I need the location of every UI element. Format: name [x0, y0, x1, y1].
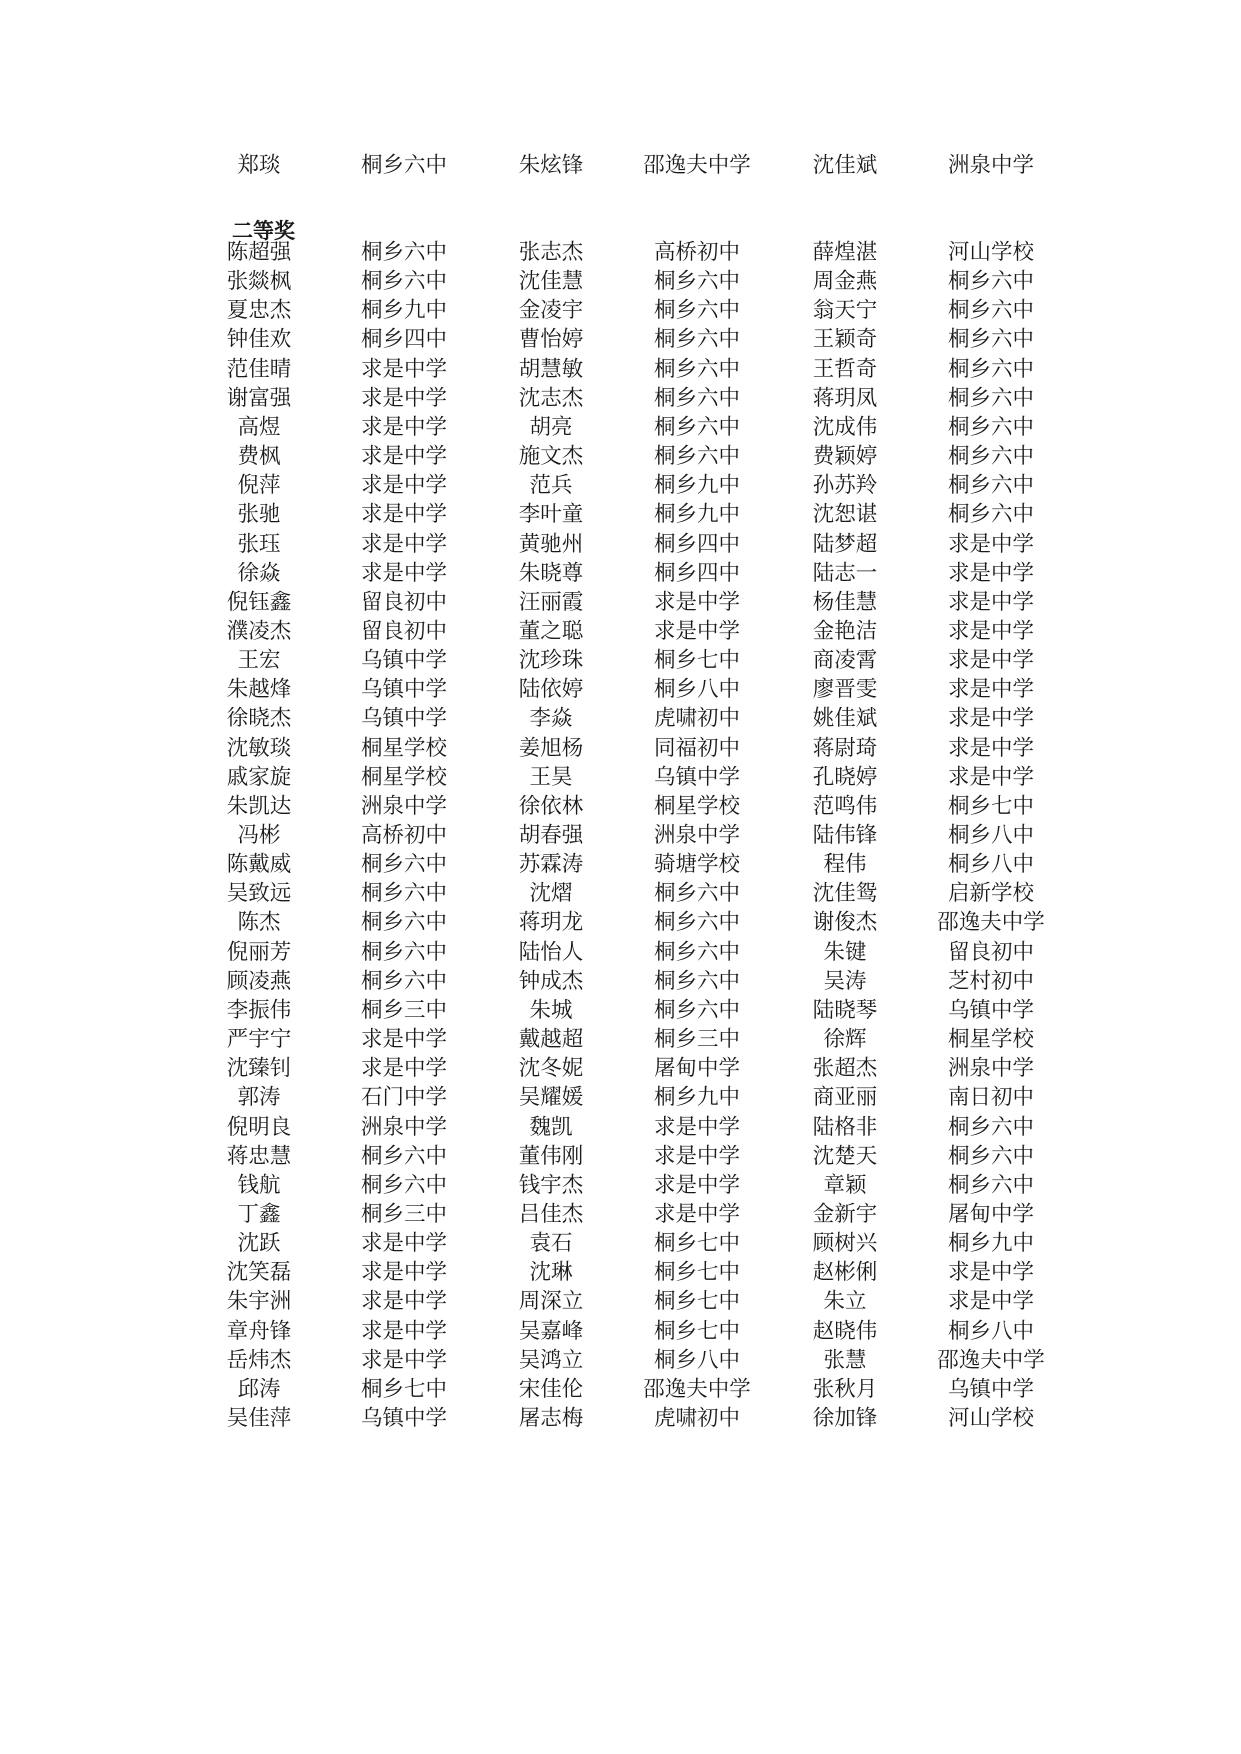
school-name: 桐乡六中: [947, 444, 1034, 470]
school-name: 求是中学: [947, 1289, 1034, 1315]
school-name: 求是中学: [947, 764, 1034, 790]
student-name: 金凌宇: [518, 298, 584, 324]
student-name: 吕佳杰: [518, 1201, 584, 1227]
student-name: 陆志一: [812, 560, 878, 586]
student-name: 倪明良: [226, 1114, 292, 1140]
student-name: 范佳晴: [226, 356, 292, 382]
school-name: 桐乡七中: [360, 1376, 447, 1402]
school-name: 桐乡六中: [360, 1172, 447, 1198]
school-name: 桐乡六中: [947, 356, 1034, 382]
student-name: 陆梦超: [812, 531, 878, 557]
school-name: 骑塘学校: [653, 852, 740, 878]
school-name: 桐星学校: [653, 793, 740, 819]
student-name: 朱凯达: [226, 793, 292, 819]
student-name: 邱涛: [237, 1376, 281, 1402]
table-row: [0, 1374, 1241, 1406]
school-name: 桐乡七中: [947, 793, 1034, 819]
student-name: 陆怡人: [518, 939, 584, 965]
table-row: [0, 295, 1241, 327]
school-name: 桐乡七中: [653, 1231, 740, 1257]
school-name: 虎啸初中: [653, 1406, 740, 1431]
school-name: 启新学校: [947, 881, 1034, 907]
school-name: 桐乡七中: [653, 1289, 740, 1315]
school-name: 南日初中: [947, 1085, 1034, 1111]
school-name: 洲泉中学: [360, 1114, 447, 1140]
table-row: [0, 849, 1241, 881]
school-name: 留良初中: [360, 618, 447, 644]
school-name: 桐乡六中: [653, 298, 740, 324]
school-name: 屠甸中学: [653, 1056, 740, 1082]
student-name: 倪萍: [237, 473, 281, 499]
student-name: 吴鸿立: [518, 1347, 584, 1373]
table-row: [0, 499, 1241, 531]
student-name: 陈戴威: [226, 852, 292, 878]
school-name: 求是中学: [947, 618, 1034, 644]
school-name: 桐乡九中: [653, 502, 740, 528]
school-name: 桐乡八中: [653, 677, 740, 703]
table-row: [0, 1024, 1241, 1056]
table-row: [0, 237, 1241, 269]
school-name: 同福初中: [653, 735, 740, 761]
table-row: [0, 674, 1241, 706]
school-name: 留良初中: [947, 939, 1034, 965]
school-name: 桐乡四中: [653, 531, 740, 557]
school-name: 桐乡六中: [360, 269, 447, 295]
student-name: 谢俊杰: [812, 910, 878, 936]
school-name: 求是中学: [360, 560, 447, 586]
school-name: 桐乡六中: [653, 968, 740, 994]
table-row: [0, 966, 1241, 998]
student-name: 张秋月: [812, 1376, 878, 1402]
student-name: 沈志杰: [518, 385, 584, 411]
table-row: [0, 1053, 1241, 1085]
student-name: 吴致远: [226, 881, 292, 907]
school-name: 桐乡六中: [360, 1143, 447, 1169]
student-name: 蒋玥凤: [812, 385, 878, 411]
student-name: 姜旭杨: [518, 735, 584, 761]
student-name: 董伟刚: [518, 1143, 584, 1169]
school-name: 桐乡六中: [653, 444, 740, 470]
student-name: 曹怡婷: [518, 327, 584, 353]
table-row: [0, 645, 1241, 677]
table-row: [0, 441, 1241, 473]
school-name: 桐乡六中: [360, 939, 447, 965]
table-row: [0, 324, 1241, 356]
student-name: 沈佳鸳: [812, 881, 878, 907]
student-name: 岳炜杰: [226, 1347, 292, 1373]
student-name: 程伟: [823, 852, 867, 878]
school-name: 桐乡六中: [360, 852, 447, 878]
student-name: 张慧: [823, 1347, 867, 1373]
student-name: 孙苏羚: [812, 473, 878, 499]
school-name: 桐乡九中: [947, 1231, 1034, 1257]
school-name: 求是中学: [653, 618, 740, 644]
table-row: [0, 820, 1241, 852]
school-name: 邵逸夫中学: [937, 910, 1045, 936]
school-name: 求是中学: [947, 706, 1034, 732]
student-name: 钟佳欢: [226, 327, 292, 353]
table-row: [0, 1170, 1241, 1202]
school-name: 桐乡六中: [653, 997, 740, 1023]
table-row: [0, 1112, 1241, 1144]
student-name: 王颖奇: [812, 327, 878, 353]
table-row: [0, 1141, 1241, 1173]
school-name: 桐乡三中: [360, 997, 447, 1023]
school-name: 乌镇中学: [360, 1406, 447, 1431]
school-name: 高桥初中: [653, 240, 740, 265]
student-name: 董之聪: [518, 618, 584, 644]
student-name: 李叶童: [518, 502, 584, 528]
student-name: 沈恕谌: [812, 502, 878, 528]
student-name: 朱立: [823, 1289, 867, 1315]
student-name: 李焱: [529, 706, 573, 732]
student-name: 张超杰: [812, 1056, 878, 1082]
school-name: 洲泉中学: [947, 153, 1034, 178]
school-name: 河山学校: [947, 240, 1034, 265]
school-name: 桐乡六中: [653, 269, 740, 295]
table-row: [0, 733, 1241, 765]
school-name: 桐乡七中: [653, 648, 740, 674]
student-name: 黄驰州: [518, 531, 584, 557]
table-row: [0, 762, 1241, 794]
student-name: 顾凌燕: [226, 968, 292, 994]
student-name: 濮凌杰: [226, 618, 292, 644]
school-name: 桐乡六中: [947, 1114, 1034, 1140]
student-name: 郑琰: [237, 153, 281, 178]
student-name: 薛煌湛: [812, 240, 878, 265]
student-name: 沈笑磊: [226, 1260, 292, 1286]
table-row: [0, 383, 1241, 415]
school-name: 屠甸中学: [947, 1201, 1034, 1227]
top-award-row: [0, 150, 1241, 182]
student-name: 陆伟锋: [812, 823, 878, 848]
school-name: 桐乡六中: [653, 939, 740, 965]
student-name: 徐辉: [823, 1027, 867, 1053]
school-name: 求是中学: [947, 677, 1034, 703]
school-name: 芝村初中: [947, 968, 1034, 994]
student-name: 夏忠杰: [226, 298, 292, 324]
school-name: 邵逸夫中学: [643, 153, 751, 178]
table-row: [0, 878, 1241, 910]
student-name: 沈跃: [237, 1231, 281, 1257]
school-name: 桐乡六中: [360, 240, 447, 265]
school-name: 桐星学校: [360, 735, 447, 761]
school-name: 桐乡四中: [653, 560, 740, 586]
student-name: 王宏: [237, 648, 281, 674]
student-name: 朱越烽: [226, 677, 292, 703]
student-name: 章舟锋: [226, 1318, 292, 1344]
student-name: 屠志梅: [518, 1406, 584, 1431]
table-row: [0, 470, 1241, 502]
table-row: [0, 412, 1241, 444]
table-row: [0, 1345, 1241, 1377]
table-row: [0, 791, 1241, 823]
student-name: 赵彬俐: [812, 1260, 878, 1286]
student-name: 朱键: [823, 939, 867, 965]
school-name: 桐乡八中: [947, 823, 1034, 848]
student-name: 范兵: [529, 473, 573, 499]
student-name: 沈成伟: [812, 414, 878, 440]
school-name: 求是中学: [360, 385, 447, 411]
table-row: [0, 1199, 1241, 1231]
student-name: 吴佳萍: [226, 1406, 292, 1431]
student-name: 朱炫锋: [518, 153, 584, 178]
student-name: 徐加锋: [812, 1406, 878, 1431]
student-name: 张志杰: [518, 240, 584, 265]
school-name: 桐乡三中: [360, 1201, 447, 1227]
student-name: 王哲奇: [812, 356, 878, 382]
school-name: 河山学校: [947, 1406, 1034, 1431]
table-row: [0, 703, 1241, 735]
table-row: [0, 587, 1241, 619]
student-name: 赵晓伟: [812, 1318, 878, 1344]
school-name: 桐乡九中: [653, 473, 740, 499]
student-name: 沈佳慧: [518, 269, 584, 295]
school-name: 留良初中: [360, 589, 447, 615]
student-name: 沈珍珠: [518, 648, 584, 674]
student-name: 汪丽霞: [518, 589, 584, 615]
school-name: 求是中学: [360, 356, 447, 382]
school-name: 求是中学: [360, 1231, 447, 1257]
student-name: 戚家旋: [226, 764, 292, 790]
student-name: 费枫: [237, 444, 281, 470]
school-name: 乌镇中学: [360, 648, 447, 674]
school-name: 求是中学: [653, 1114, 740, 1140]
school-name: 桐乡六中: [653, 910, 740, 936]
table-row: [0, 1228, 1241, 1260]
student-name: 高煜: [237, 414, 281, 440]
student-name: 张珏: [237, 531, 281, 557]
student-name: 吴嘉峰: [518, 1318, 584, 1344]
school-name: 桐乡六中: [947, 1172, 1034, 1198]
student-name: 范鸣伟: [812, 793, 878, 819]
table-row: [0, 616, 1241, 648]
student-name: 费颖婷: [812, 444, 878, 470]
table-row: [0, 1257, 1241, 1289]
student-name: 严宇宁: [226, 1027, 292, 1053]
student-name: 商亚丽: [812, 1085, 878, 1111]
school-name: 桐乡六中: [947, 298, 1034, 324]
school-name: 桐乡三中: [653, 1027, 740, 1053]
student-name: 沈楚天: [812, 1143, 878, 1169]
table-row: [0, 529, 1241, 561]
school-name: 求是中学: [947, 648, 1034, 674]
school-name: 桐乡六中: [947, 502, 1034, 528]
school-name: 桐乡六中: [947, 269, 1034, 295]
table-row: [0, 995, 1241, 1027]
student-name: 沈熠: [529, 881, 573, 907]
school-name: 求是中学: [947, 589, 1034, 615]
student-name: 蒋玥龙: [518, 910, 584, 936]
student-name: 沈臻钊: [226, 1056, 292, 1082]
table-row: [0, 1316, 1241, 1348]
student-name: 沈琳: [529, 1260, 573, 1286]
student-name: 蒋忠慧: [226, 1143, 292, 1169]
student-name: 钱宇杰: [518, 1172, 584, 1198]
school-name: 桐乡六中: [653, 327, 740, 353]
school-name: 桐乡六中: [653, 881, 740, 907]
table-row: [0, 558, 1241, 590]
student-name: 陆依婷: [518, 677, 584, 703]
table-row: [0, 1403, 1241, 1435]
school-name: 求是中学: [653, 1201, 740, 1227]
school-name: 桐乡七中: [653, 1260, 740, 1286]
school-name: 桐乡六中: [653, 414, 740, 440]
student-name: 王昊: [529, 764, 573, 790]
school-name: 桐乡六中: [360, 910, 447, 936]
student-name: 陆格非: [812, 1114, 878, 1140]
school-name: 桐乡六中: [360, 881, 447, 907]
section-heading: 二等奖: [232, 219, 295, 243]
student-name: 吴耀媛: [518, 1085, 584, 1111]
student-name: 金新宇: [812, 1201, 878, 1227]
student-name: 魏凯: [529, 1114, 573, 1140]
table-row: [0, 937, 1241, 969]
student-name: 谢富强: [226, 385, 292, 411]
school-name: 桐乡六中: [947, 327, 1034, 353]
school-name: 洲泉中学: [947, 1056, 1034, 1082]
school-name: 求是中学: [360, 1318, 447, 1344]
student-name: 翁天宁: [812, 298, 878, 324]
student-name: 丁鑫: [237, 1201, 281, 1227]
student-name: 周深立: [518, 1289, 584, 1315]
student-name: 周金燕: [812, 269, 878, 295]
student-name: 蒋尉琦: [812, 735, 878, 761]
school-name: 求是中学: [360, 444, 447, 470]
school-name: 桐乡六中: [947, 1143, 1034, 1169]
school-name: 求是中学: [653, 589, 740, 615]
student-name: 杨佳慧: [812, 589, 878, 615]
school-name: 求是中学: [947, 1260, 1034, 1286]
table-row: [0, 266, 1241, 298]
student-name: 徐晓杰: [226, 706, 292, 732]
student-name: 朱城: [529, 997, 573, 1023]
school-name: 求是中学: [360, 1347, 447, 1373]
school-name: 桐星学校: [360, 764, 447, 790]
table-row: [0, 354, 1241, 386]
student-name: 吴涛: [823, 968, 867, 994]
student-name: 倪钰鑫: [226, 589, 292, 615]
school-name: 桐乡六中: [947, 473, 1034, 499]
student-name: 张驰: [237, 502, 281, 528]
student-name: 苏霖涛: [518, 852, 584, 878]
school-name: 邵逸夫中学: [937, 1347, 1045, 1373]
school-name: 乌镇中学: [360, 677, 447, 703]
school-name: 桐乡九中: [653, 1085, 740, 1111]
school-name: 乌镇中学: [653, 764, 740, 790]
school-name: 石门中学: [360, 1085, 447, 1111]
school-name: 求是中学: [947, 531, 1034, 557]
student-name: 胡春强: [518, 823, 584, 848]
student-name: 陈超强: [226, 240, 292, 265]
school-name: 桐星学校: [947, 1027, 1034, 1053]
school-name: 求是中学: [360, 1027, 447, 1053]
student-name: 徐依林: [518, 793, 584, 819]
student-name: 戴越超: [518, 1027, 584, 1053]
school-name: 桐乡六中: [653, 385, 740, 411]
student-name: 顾树兴: [812, 1231, 878, 1257]
school-name: 桐乡八中: [947, 852, 1034, 878]
school-name: 求是中学: [947, 735, 1034, 761]
student-name: 钟成杰: [518, 968, 584, 994]
school-name: 高桥初中: [360, 823, 447, 848]
school-name: 邵逸夫中学: [643, 1376, 751, 1402]
school-name: 求是中学: [653, 1143, 740, 1169]
student-name: 宋佳伦: [518, 1376, 584, 1402]
student-name: 钱航: [237, 1172, 281, 1198]
student-name: 胡慧敏: [518, 356, 584, 382]
school-name: 桐乡六中: [947, 414, 1034, 440]
school-name: 求是中学: [653, 1172, 740, 1198]
school-name: 求是中学: [360, 414, 447, 440]
school-name: 求是中学: [360, 473, 447, 499]
student-name: 冯彬: [237, 823, 281, 848]
school-name: 桐乡八中: [947, 1318, 1034, 1344]
school-name: 桐乡六中: [360, 153, 447, 178]
student-name: 徐焱: [237, 560, 281, 586]
student-name: 陈杰: [237, 910, 281, 936]
school-name: 桐乡六中: [653, 356, 740, 382]
student-name: 沈冬妮: [518, 1056, 584, 1082]
school-name: 乌镇中学: [360, 706, 447, 732]
student-name: 章颖: [823, 1172, 867, 1198]
school-name: 求是中学: [947, 560, 1034, 586]
table-row: [0, 1082, 1241, 1114]
table-row: [0, 907, 1241, 939]
school-name: 求是中学: [360, 1260, 447, 1286]
school-name: 乌镇中学: [947, 997, 1034, 1023]
school-name: 求是中学: [360, 1289, 447, 1315]
student-name: 金艳洁: [812, 618, 878, 644]
student-name: 朱晓尊: [518, 560, 584, 586]
student-name: 廖晋雯: [812, 677, 878, 703]
table-row: [0, 1286, 1241, 1318]
student-name: 胡亮: [529, 414, 573, 440]
student-name: 沈敏琰: [226, 735, 292, 761]
school-name: 洲泉中学: [653, 823, 740, 848]
student-name: 商凌霄: [812, 648, 878, 674]
school-name: 求是中学: [360, 1056, 447, 1082]
school-name: 桐乡四中: [360, 327, 447, 353]
student-name: 张燚枫: [226, 269, 292, 295]
school-name: 桐乡六中: [360, 968, 447, 994]
student-name: 李振伟: [226, 997, 292, 1023]
student-name: 倪丽芳: [226, 939, 292, 965]
school-name: 桐乡九中: [360, 298, 447, 324]
student-name: 沈佳斌: [812, 153, 878, 178]
student-name: 孔晓婷: [812, 764, 878, 790]
student-name: 朱宇洲: [226, 1289, 292, 1315]
student-name: 施文杰: [518, 444, 584, 470]
school-name: 虎啸初中: [653, 706, 740, 732]
school-name: 求是中学: [360, 531, 447, 557]
student-name: 陆晓琴: [812, 997, 878, 1023]
school-name: 乌镇中学: [947, 1376, 1034, 1402]
school-name: 桐乡七中: [653, 1318, 740, 1344]
student-name: 袁石: [529, 1231, 573, 1257]
school-name: 求是中学: [360, 502, 447, 528]
school-name: 桐乡八中: [653, 1347, 740, 1373]
student-name: 姚佳斌: [812, 706, 878, 732]
school-name: 桐乡六中: [947, 385, 1034, 411]
school-name: 洲泉中学: [360, 793, 447, 819]
student-name: 郭涛: [237, 1085, 281, 1111]
